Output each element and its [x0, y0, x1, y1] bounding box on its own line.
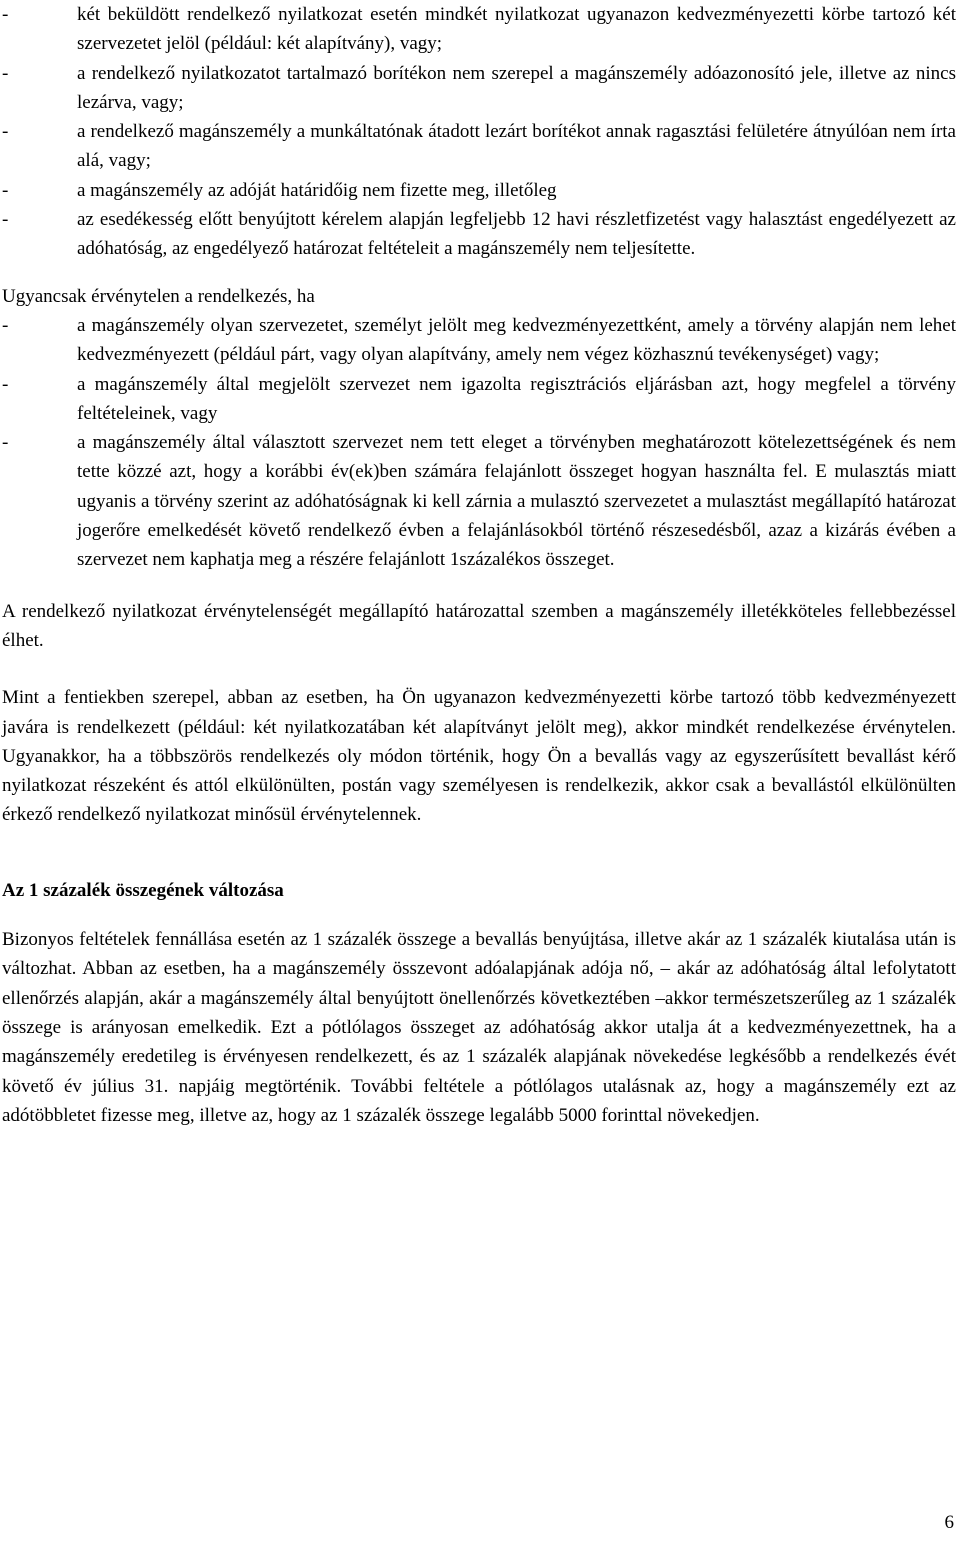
- list-item: [2, 205, 956, 264]
- list-dash: -: [2, 4, 9, 25]
- list-item-text: a rendelkező nyilatkozatot tartalmazó borítékon nem szerepel a magánszemély adóazonosító jele, illetve az nincs lezárva, vagy;: [77, 62, 956, 113]
- list-dash: -: [2, 179, 9, 201]
- invalidity-list-2: [2, 311, 956, 575]
- list-item: [2, 428, 956, 574]
- page-number: 6: [944, 1512, 954, 1533]
- list-item: [2, 117, 956, 176]
- list-dash: -: [2, 121, 9, 143]
- list-item: [2, 0, 956, 59]
- list-dash: -: [2, 62, 9, 84]
- amount-change-paragraph: Bizonyos feltételek fennállása esetén az 1 százalék összege a bevallás benyújtása, illetve akár az 1 százalék kiutalása után is változhat. Abban az esetben, ha a magánszemély összevont adóalapjának adója nő, – akár az adóhatóság által lefolytatott ellenőrzés alapján, akár a magánszemély által benyújtott önellenőrzés következtében –akkor természetszerűleg az 1 százalék összege is arányosan emelkedik. Ezt a pótlólagos összeget az adóhatóság akkor utalja át a kedvezményezettnek, ha a magánszemély eredetileg is érvényesen rendelkezett, és az 1 százalék alapjának növekedése legkésőbb a rendelkezés évét követő év július 31. napjáig megtörténik. További feltétele a pótlólagos utalásnak az, hogy a magánszemély ezt az adótöbbletet fizesse meg, illetve az, hogy az 1 százalék összege legalább 5000 forinttal növekedjen.: [2, 929, 956, 1126]
- list-item-text: a magánszemély olyan szervezetet, személyt jelölt meg kedvezményezettként, amely a törvény alapján nem lehet kedvezményezett (például párt, vagy olyan alapítvány, amely nem végez közhasznú tevékenységet) vagy;: [77, 314, 956, 366]
- document-page: [2, 0, 956, 1130]
- list-dash: -: [2, 373, 9, 395]
- list-item-text: a magánszemély által választott szervezet nem tett eleget a törvényben meghatározott kötelezettségének és nem tette közzé azt, hogy a korábbi év(ek)ben számára felajánlott összeget hogyan használta fel. E mulasztás miatt ugyanis a törvény szerint az adóhatóságnak ki kell zárnia a mulasztó szervezetet a mulasztást megállapító határozat jogerőre emelkedését követő rendelkező évben a felajánlásokból történő részesedésből, azaz a kizárás évében a szervezet nem kaphatja meg a részére felajánlott 1százalékos összeget.: [77, 432, 956, 571]
- list-item: [2, 176, 956, 205]
- multiple-declaration-paragraph: Mint a fentiekben szerepel, abban az esetben, ha Ön ugyanazon kedvezményezetti körbe tartozó több kedvezményezett javára is rendelkezett (például: két nyilatkozatában két alapítványt jelölt meg), akkor mindkét rendelkezése érvénytelen. Ugyanakkor, ha a többszörös rendelkezés oly módon történik, hogy Ön a bevallás vagy az egyszerűsített bevallást kérő nyilatkozat részeként és attól elkülönülten, postán vagy személyesen is rendelkezik, akkor csak a bevallástól elkülönülten érkező rendelkező nyilatkozat minősül érvénytelennek.: [2, 687, 956, 826]
- list-item: [2, 370, 956, 429]
- invalidity-intro: Ugyancsak érvénytelen a rendelkezés, ha: [2, 285, 315, 307]
- list-item: [2, 311, 956, 370]
- list-dash: -: [2, 209, 9, 231]
- list-item-text: az esedékesség előtt benyújtott kérelem alapján legfeljebb 12 havi részletfizetést vagy halasztást engedélyezett az adóhatóság, az engedélyező határozat feltételeit a magánszemély nem teljesítette.: [77, 209, 956, 260]
- list-item-text: a magánszemély az adóját határidőig nem fizette meg, illetőleg: [77, 179, 557, 201]
- list-item: [2, 59, 956, 118]
- list-item-text: a magánszemély által megjelölt szervezet nem igazolta regisztrációs eljárásban azt, hogy megfelel a törvény feltételeinek, vagy: [77, 373, 956, 424]
- list-dash: -: [2, 432, 9, 454]
- section-heading: Az 1 százalék összegének változása: [2, 879, 284, 901]
- invalidity-list-1: [2, 0, 956, 264]
- list-item-text: a rendelkező magánszemély a munkáltatónak átadott lezárt borítékot annak ragasztási felületére átnyúlóan nem írta alá, vagy;: [77, 121, 956, 172]
- list-item-text: két beküldött rendelkező nyilatkozat esetén mindkét nyilatkozat ugyanazon kedvezményezetti körbe tartozó két szervezetet jelöl (például: két alapítvány), vagy;: [77, 4, 956, 55]
- appeal-paragraph: A rendelkező nyilatkozat érvénytelenségét megállapító határozattal szemben a magánszemély illetékköteles fellebbezéssel élhet.: [2, 600, 956, 651]
- list-dash: -: [2, 314, 9, 336]
